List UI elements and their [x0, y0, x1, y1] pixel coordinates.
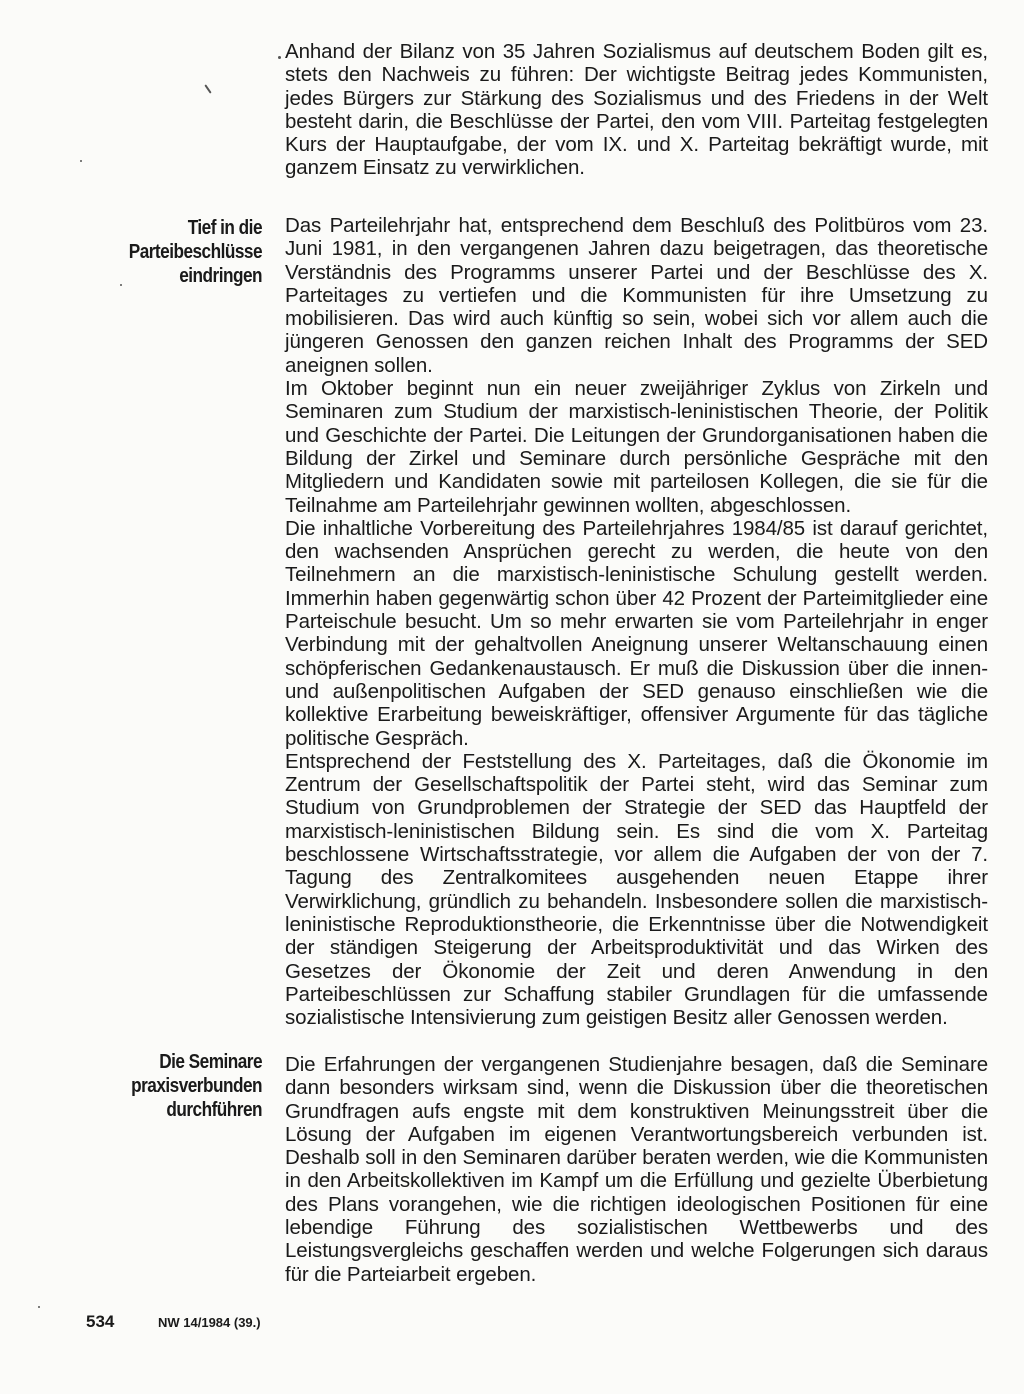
section-2-body: [285, 1053, 988, 1286]
issue-reference: NW 14/1984 (39.): [158, 1315, 261, 1330]
section-2-heading-line-1: Die Seminare: [159, 1051, 262, 1073]
section-2-heading-line-3: durchführen: [166, 1099, 262, 1121]
section-1-heading-line-3: eindringen: [179, 265, 262, 287]
section-1-paragraph-3: Die inhaltliche Vorbereitung des Parteilehrjahres 1984/85 ist darauf gerichtet, den wachsenden Ansprüchen gerecht zu werden, die heute von den Teilnehmern an die marxistisch-leninistische Schulung gestellt werden. Immerhin haben gegenwärtig schon über 42 Prozent der Parteimitglieder eine Parteischule besucht. Um so mehr erwarten sie vom Parteilehrjahr in enger Verbindung mit der gehaltvollen Aneignung unserer Weltanschauung einen schöpferischen Gedankenaustausch. Er muß die Diskussion über die innen- und außenpolitischen Aufgaben der SED genauso einschließen wie die kollektive Erarbeitung beweiskräftiger, offensiver Argumente für das tägliche politische Gespräch.: [285, 516, 988, 750]
section-1-heading-line-1: Tief in die: [187, 217, 262, 239]
section-1-body: [285, 214, 988, 1029]
scan-speck: [80, 160, 82, 162]
section-2-heading-line-2: praxisverbunden: [131, 1075, 262, 1097]
section-1-paragraph-4: Entsprechend der Feststellung des X. Parteitages, daß die Ökonomie im Zentrum der Gesellschaftspolitik der Partei steht, wird das Seminar zum Studium von Grundproblemen der Strategie der SED das Hauptfeld der marxistisch-leninistischen Bildung sein. Es sind die vom X. Parteitag beschlossene Wirtschaftsstrategie, vor allem die Aufgaben der von der 7. Tagung des Zentralkomitees ausgehenden neuen Etappe ihrer Verwirklichung, gründlich zu behandeln. Insbesondere sollen die marxistisch-leninistische Reproduktionstheorie, die Erkenntnisse über die Notwendigkeit der ständigen Steigerung der Arbeitsproduktivität und das Wirken des Gesetzes der Ökonomie der Zeit und deren Anwendung in den Parteibeschlüssen zur Schaffung stabiler Grundlagen für die umfassende sozialistische Intensivierung zum geistigen Besitz aller Genossen werden.: [285, 749, 988, 1030]
section-1-paragraph-2: Im Oktober beginnt nun ein neuer zweijähriger Zyklus von Zirkeln und Seminaren zum Studium der marxistisch-leninistischen Theorie, der Politik und Geschichte der Partei. Die Leitungen der Grundorganisationen haben die Bildung der Zirkel und Seminare durch persönliche Gespräche mit den Mitgliedern und Kandidaten sowie mit parteilosen Kollegen, die sie für die Teilnahme am Parteilehrjahr gewinnen wollten, abgeschlossen.: [285, 377, 988, 517]
scan-speck: [38, 1306, 40, 1308]
section-1-heading: [71, 216, 262, 288]
section-2-heading: [71, 1050, 262, 1122]
section-2-paragraph-1: Die Erfahrungen der vergangenen Studienjahre besagen, daß die Seminare dann besonders wirksam sind, wenn die Diskussion über die theoretischen Grundfragen aufs engste mit dem konstruktiven Meinungsstreit über die Lösung der Aufgaben im eigenen Verantwortungsbereich verbunden ist. Deshalb soll in den Seminaren darüber beraten werden, wie die Kommunisten in den Arbeitskollektiven im Kampf um die Erfüllung und gezielte Überbietung des Plans vorangehen, wie die richtigen ideologischen Positionen für eine lebendige Führung des sozialistischen Wettbewerbs und des Leistungsvergleichs geschaffen werden und welche Folgerungen sich daraus für die Parteiarbeit ergeben.: [285, 1053, 988, 1286]
scan-speck: [204, 84, 211, 93]
page-number: 534: [86, 1312, 115, 1331]
section-1-paragraph-1: Das Parteilehrjahr hat, entsprechend dem Beschluß des Politbüros vom 23. Juni 1981, in den vergangenen Jahren dazu beigetragen, das theoretische Verständnis des Programms unserer Partei und der Beschlüsse des X. Parteitages zu vertiefen und die Kommunisten für ihre Umsetzung zu mobilisieren. Das wird auch künftig so sein, wobei sich vor allem auch die jüngeren Genossen den ganzen reichen Inhalt des Programms der SED aneignen sollen.: [285, 214, 988, 377]
scan-speck: [120, 284, 122, 286]
intro-text-block: [285, 40, 988, 180]
section-1-heading-line-2: Parteibeschlüsse: [128, 241, 262, 263]
scan-speck: [278, 56, 281, 59]
intro-paragraph: Anhand der Bilanz von 35 Jahren Sozialismus auf deutschem Boden gilt es, stets den Nachweis zu führen: Der wichtigste Beitrag jedes Kommunisten, jedes Bürgers zur Stärkung des Sozialismus und des Friedens in der Welt besteht darin, die Beschlüsse der Partei, den vom VIII. Parteitag festgelegten Kurs der Hauptaufgabe, der vom IX. und X. Parteitag bekräftigt wurde, mit ganzem Einsatz zu verwirklichen.: [285, 40, 988, 180]
